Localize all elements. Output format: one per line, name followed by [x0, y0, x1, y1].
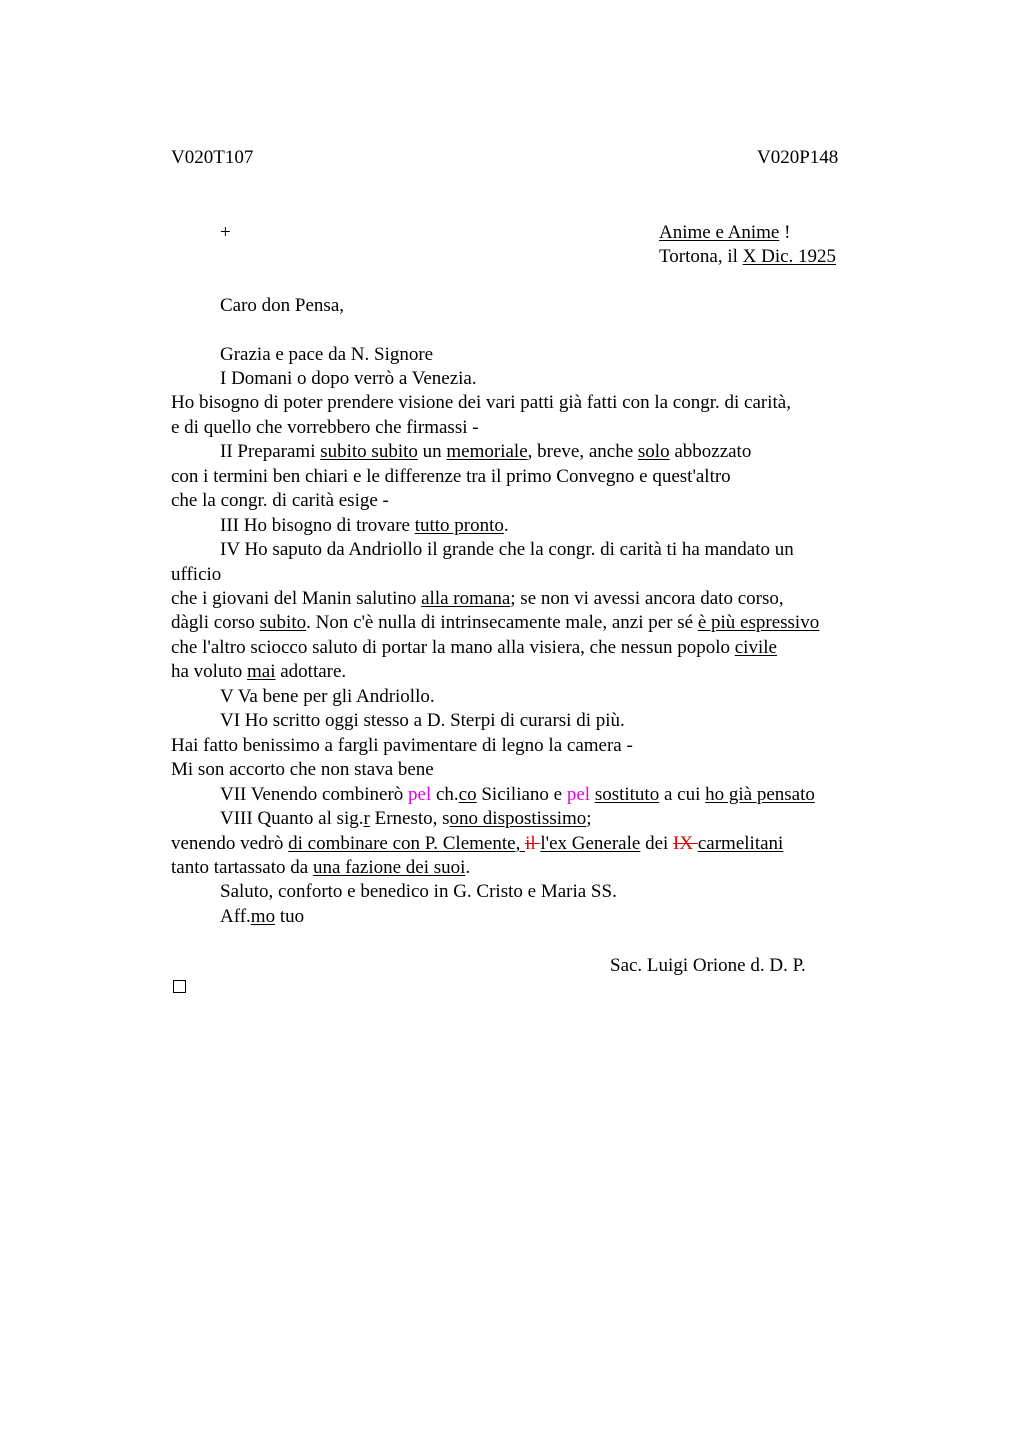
text-run: , breve, anche [527, 441, 638, 462]
text-run: VIII Quanto al sig. [220, 808, 364, 829]
text-run: un [417, 441, 447, 462]
text-run: ha voluto [171, 661, 247, 682]
paragraph-6: VI Ho scritto oggi stesso a D. Sterpi di curarsi di più. [220, 710, 625, 731]
text-run: dei [640, 833, 674, 854]
motto-text: Anime e Anime [659, 222, 780, 243]
deleted-word: il [525, 833, 541, 854]
paragraph-2-line-2: con i termini ben chiari e le differenze tra il primo Convegno e quest'altro [171, 466, 731, 487]
underlined-run: subito subito [320, 441, 418, 462]
paragraph-4-line-6 [171, 660, 346, 684]
text-run: . [465, 857, 471, 878]
text-run: Siciliano e [476, 784, 567, 805]
underlined-run: civile [734, 637, 777, 658]
text-run: a cui [659, 784, 706, 805]
text-run: VII Venendo combinerò [220, 784, 409, 805]
underlined-run: l'ex Generale [540, 833, 641, 854]
text-run: III Ho bisogno di trovare [220, 515, 415, 536]
underlined-run: di combinare con P. Clemente [288, 833, 516, 854]
paragraph-2-line-3: che la congr. di carità esige - [171, 490, 389, 511]
text-run: dàgli corso [171, 612, 260, 633]
paragraph-1: I Domani o dopo verrò a Venezia. [220, 368, 477, 389]
underlined-run: r [363, 808, 370, 829]
text-run: che l'altro sciocco saluto di portar la mano alla visiera, che nessun popolo [171, 637, 735, 658]
motto [659, 221, 790, 245]
underlined-run: una fazione dei suoi [312, 857, 466, 878]
text-run: Ernesto, s [369, 808, 450, 829]
cross-mark: + [220, 222, 231, 243]
text-run: Aff. [220, 906, 251, 927]
paragraph-8-line-3 [171, 856, 470, 880]
text-run: ; [586, 808, 592, 829]
underlined-run: ono dispostissimo [449, 808, 587, 829]
checkbox-square-icon [173, 980, 186, 993]
place: Tortona, il [659, 246, 743, 267]
text-run: ; se non vi avessi ancora dato corso, [510, 588, 784, 609]
text-run: abbozzato [669, 441, 752, 462]
paragraph-4-line-2: ufficio [171, 564, 222, 585]
paragraph-4: IV Ho saputo da Andriollo il grande che la congr. di carità ti ha mandato un [220, 539, 794, 560]
inserted-word: pel [566, 784, 591, 805]
letter-date: X Dic. 1925 [742, 246, 837, 267]
paragraph-3 [220, 514, 509, 538]
underlined-run: , [515, 833, 526, 854]
document-code-right: V020P148 [757, 147, 839, 168]
motto-exclamation: ! [779, 222, 791, 243]
signature: Sac. Luigi Orione d. D. P. [610, 955, 806, 976]
paragraph-4-line-4 [171, 611, 819, 635]
text-run: tanto tartassato da [171, 857, 313, 878]
text-run: ch. [431, 784, 459, 805]
text-run: venendo vedrò [171, 833, 289, 854]
paragraph-7 [220, 783, 815, 807]
paragraph-1-line-3: e di quello che vorrebbero che firmassi - [171, 417, 479, 438]
paragraph-8-line-2 [171, 832, 783, 856]
underlined-run: mo [250, 906, 276, 927]
underlined-run: co [458, 784, 477, 805]
text-run: . [503, 515, 509, 536]
text-run: adottare. [275, 661, 347, 682]
deleted-word: IX [673, 833, 698, 854]
underlined-run: subito [259, 612, 307, 633]
document-code-left: V020T107 [171, 147, 254, 168]
greeting: Grazia e pace da N. Signore [220, 344, 434, 365]
underlined-run: carmelitani [697, 833, 784, 854]
text-run: che i giovani del Manin salutino [171, 588, 422, 609]
paragraph-8 [220, 807, 592, 831]
underlined-run: mai [247, 661, 276, 682]
text-run: II Preparami [220, 441, 321, 462]
text-run: . Non c'è nulla di intrinsecamente male, anzi per sé [306, 612, 698, 633]
underlined-run: ho già pensato [705, 784, 815, 805]
paragraph-5: V Va bene per gli Andriollo. [220, 686, 435, 707]
paragraph-6-line-2: Hai fatto benissimo a fargli pavimentare di legno la camera - [171, 735, 633, 756]
underlined-run: è più espressivo [697, 612, 820, 633]
place-date [659, 245, 836, 269]
salutation: Caro don Pensa, [220, 295, 345, 316]
closing: Saluto, conforto e benedico in G. Cristo e Maria SS. [220, 881, 617, 902]
underlined-run: solo [637, 441, 670, 462]
underlined-run: memoriale [446, 441, 528, 462]
paragraph-4-line-3 [171, 587, 784, 611]
underlined-run: tutto pronto [414, 515, 504, 536]
affectionate-close [220, 905, 304, 929]
paragraph-6-line-3: Mi son accorto che non stava bene [171, 759, 434, 780]
inserted-word: pel [408, 784, 432, 805]
underlined-run: alla romana [421, 588, 511, 609]
text-run: tuo [275, 906, 305, 927]
paragraph-1-line-2: Ho bisogno di poter prendere visione dei vari patti già fatti con la congr. di carità, [171, 392, 791, 413]
paragraph-4-line-5 [171, 636, 777, 660]
underlined-run: sostituto [594, 784, 660, 805]
paragraph-2 [220, 440, 751, 464]
